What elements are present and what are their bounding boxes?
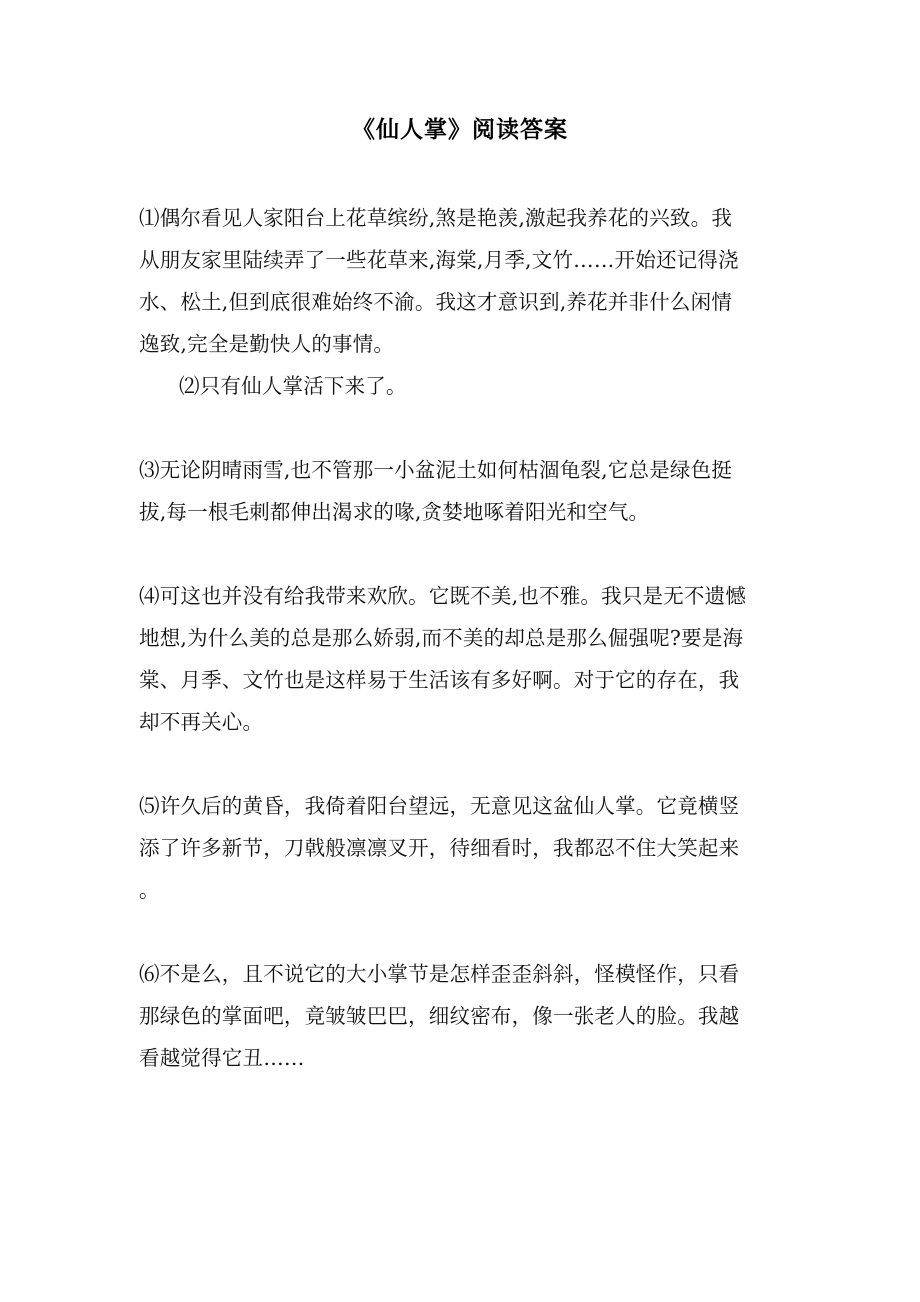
paragraph-6 bbox=[139, 953, 789, 1079]
paragraph-line: 水、松土,但到底很难始终不渝。我这才意识到,养花并非什么闲情 bbox=[139, 290, 733, 314]
paragraph-4 bbox=[139, 575, 789, 743]
paragraph-5 bbox=[139, 785, 789, 911]
paragraph-line: 从朋友家里陆续弄了一些花草来,海棠,月季,文竹……开始还记得浇 bbox=[139, 248, 739, 272]
document-title: 《仙人掌》阅读答案 bbox=[352, 117, 568, 143]
paragraph-line: ⑶无论阴晴雨雪,也不管那一小盆泥土如何枯涸龟裂,它总是绿色挺 bbox=[139, 458, 733, 482]
paragraph-line: 地想,为什么美的总是那么娇弱,而不美的却总是那么倔强呢?要是海 bbox=[139, 626, 744, 650]
paragraph-line: ⑸许久后的黄昏，我倚着阳台望远，无意见这盆仙人掌。它竟横竖 bbox=[139, 794, 740, 818]
paragraph-line: 棠、月季、文竹也是这样易于生活该有多好啊。对于它的存在，我 bbox=[139, 668, 740, 692]
paragraph-2 bbox=[139, 365, 789, 407]
paragraph-line: 看越觉得它丑…… bbox=[139, 1046, 305, 1070]
paragraph-1 bbox=[139, 197, 789, 365]
paragraph-line: ⑹不是么，且不说它的大小掌节是怎样歪歪斜斜，怪模怪作，只看 bbox=[139, 962, 740, 986]
paragraph-line: 逸致,完全是勤快人的事情。 bbox=[139, 332, 395, 356]
paragraph-line: 拔,每一根毛刺都伸出渴求的喙,贪婪地啄着阳光和空气。 bbox=[139, 500, 650, 524]
paragraph-line: 添了许多新节，刀戟般凛凛叉开，待细看时，我都忍不住大笑起来 bbox=[139, 836, 740, 860]
paragraph-line: ⑷可这也并没有给我带来欢欣。它既不美,也不雅。我只是无不遗憾 bbox=[139, 584, 747, 608]
paragraph-3 bbox=[139, 449, 789, 533]
paragraph-line: 那绿色的掌面吧，竟皱皱巴巴，细纹密布，像一张老人的脸。我越 bbox=[139, 1004, 740, 1028]
paragraph-line: 。 bbox=[139, 878, 160, 902]
paragraph-line: ⑵只有仙人掌活下来了。 bbox=[179, 374, 407, 398]
paragraph-line: 却不再关心。 bbox=[139, 710, 264, 734]
paragraph-line: ⑴偶尔看见人家阳台上花草缤纷,煞是艳羡,激起我养花的兴致。我 bbox=[139, 206, 733, 230]
